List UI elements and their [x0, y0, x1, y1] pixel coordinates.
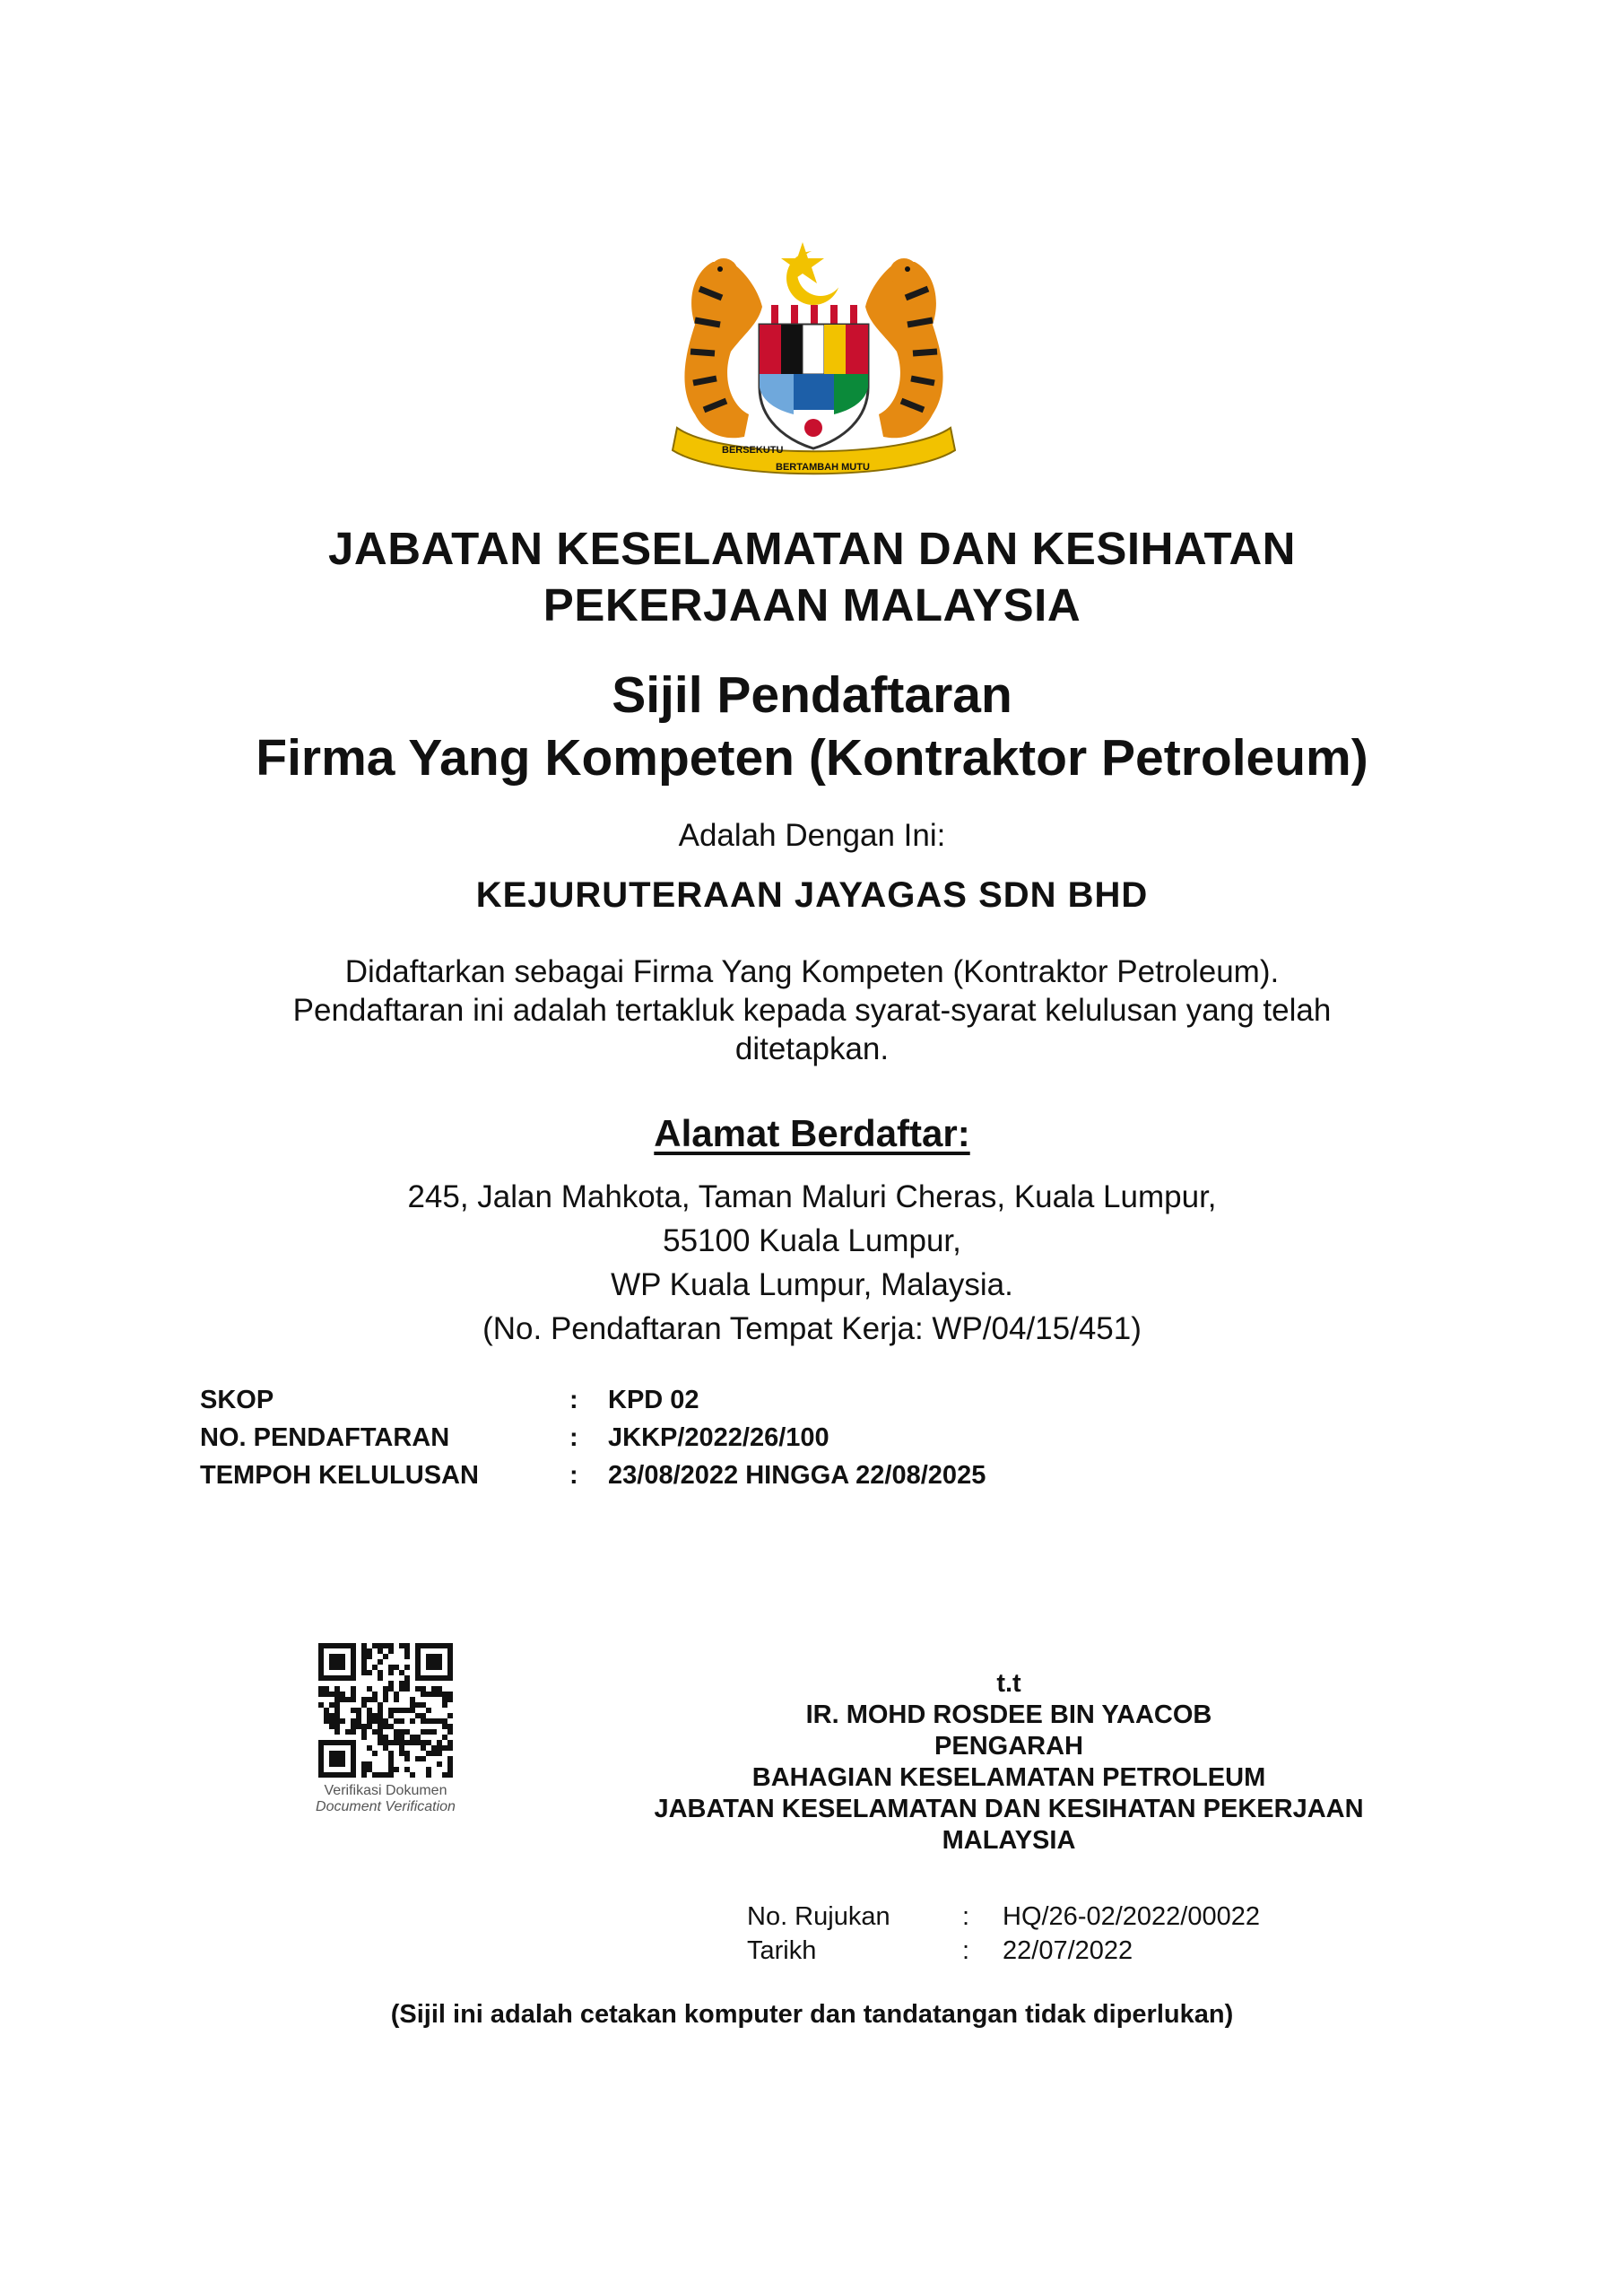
detail-value: JKKP/2022/26/100: [608, 1423, 829, 1452]
reference-label: Tarikh: [747, 1936, 817, 1965]
svg-text:BERTAMBAH MUTU: BERTAMBAH MUTU: [776, 462, 870, 473]
detail-value: KPD 02: [608, 1386, 699, 1414]
reference-colon: :: [962, 1936, 970, 1965]
signatory-name: IR. MOHD ROSDEE BIN YAACOB: [805, 1700, 1212, 1729]
registration-statement: Didaftarkan sebagai Firma Yang Kompeten (Kontraktor Petroleum). Pendaftaran ini adalah tertakluk kepada syarat-syarat kelulusan yang telah ditetapkan.: [292, 954, 1332, 1066]
detail-colon: :: [569, 1386, 578, 1414]
reference-value: HQ/26-02/2022/00022: [1003, 1902, 1260, 1931]
signatory-block: [583, 1668, 1435, 1857]
signatory-tt: t.t: [996, 1669, 1021, 1698]
qr-caption-english: Document Verification: [316, 1799, 456, 1814]
signatory-department: JABATAN KESELAMATAN DAN KESIHATAN PEKERJAAN: [654, 1795, 1364, 1823]
coat-of-arms-logo: [659, 235, 968, 486]
qr-code-icon[interactable]: [318, 1643, 453, 1778]
company-name: KEJURUTERAAN JAYAGAS SDN BHD: [475, 875, 1149, 915]
signatory-division: BAHAGIAN KESELAMATAN PETROLEUM: [751, 1763, 1266, 1792]
intro-text: Adalah Dengan Ini:: [678, 818, 946, 853]
registered-address: 245, Jalan Mahkota, Taman Maluri Cheras, Kuala Lumpur, 55100 Kuala Lumpur, WP Kuala Lumpur, Malaysia. (No. Pendaftaran Tempat Kerja: WP/04/15/451): [407, 1179, 1217, 1346]
certificate-details: [200, 1381, 986, 1494]
footer-note: (Sijil ini adalah cetakan komputer dan tandatangan tidak diperlukan): [390, 2000, 1234, 2029]
detail-label: SKOP: [200, 1386, 274, 1414]
detail-value: 23/08/2022 HINGGA 22/08/2025: [608, 1461, 986, 1490]
reference-row-number: [747, 1900, 1260, 1934]
detail-colon: :: [569, 1461, 578, 1490]
shield-icon: [760, 325, 868, 448]
reference-value: 22/07/2022: [1003, 1936, 1133, 1965]
verification-qr[interactable]: [305, 1643, 466, 1815]
certificate-title: Sijil Pendaftaran Firma Yang Kompeten (Kontraktor Petroleum): [256, 666, 1368, 787]
tiger-right-icon: [865, 258, 943, 438]
signatory-position: PENGARAH: [934, 1732, 1083, 1761]
reference-colon: :: [962, 1902, 970, 1931]
detail-label: TEMPOH KELULUSAN: [200, 1461, 479, 1490]
reference-row-date: [747, 1934, 1260, 1968]
detail-row-scope: [200, 1381, 986, 1419]
svg-text:BERSEKUTU: BERSEKUTU: [722, 445, 784, 456]
signatory-department-2: MALAYSIA: [942, 1826, 1076, 1855]
detail-label: NO. PENDAFTARAN: [200, 1423, 450, 1452]
agency-name: JABATAN KESELAMATAN DAN KESIHATAN PEKERJAAN MALAYSIA: [328, 523, 1296, 631]
address-heading: Alamat Berdaftar:: [654, 1112, 970, 1154]
reference-block: [747, 1900, 1260, 1968]
detail-row-approval-period: [200, 1457, 986, 1494]
tiger-left-icon: [684, 258, 762, 438]
qr-caption: Verifikasi Dokumen: [324, 1783, 447, 1798]
crescent-star-icon: [781, 242, 844, 305]
detail-row-registration-number: [200, 1419, 986, 1457]
reference-label: No. Rujukan: [747, 1902, 890, 1931]
detail-colon: :: [569, 1423, 578, 1452]
